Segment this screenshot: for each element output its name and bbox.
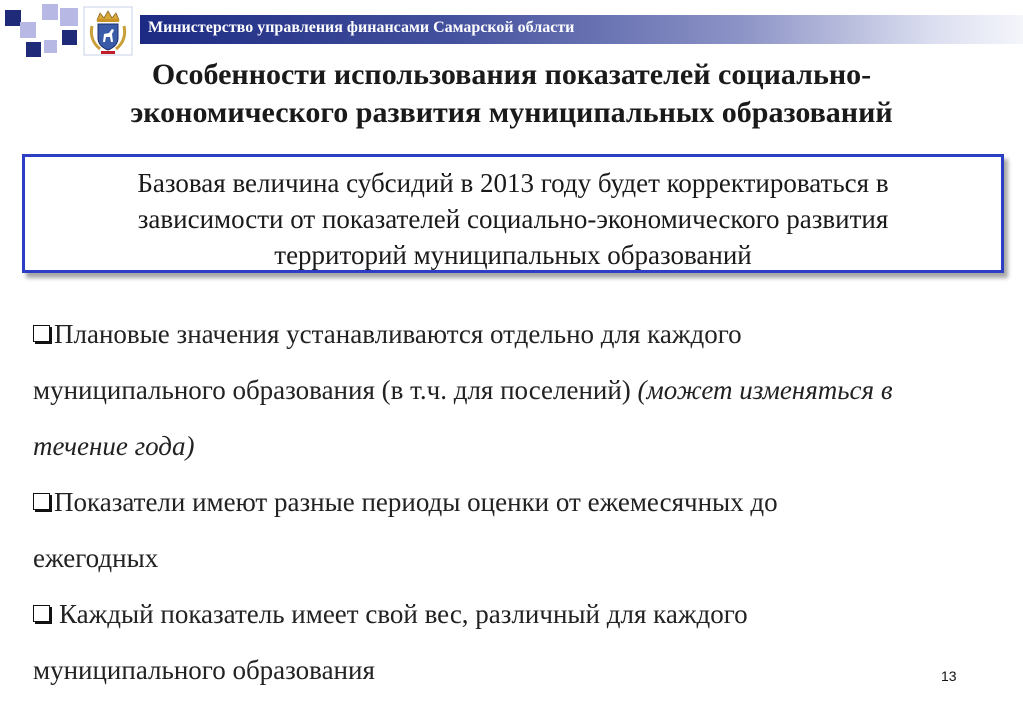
list-item — [33, 474, 1008, 586]
organization-name: Министерство управления финансами Самарской области — [148, 19, 575, 36]
checkbox-bullet-icon — [33, 605, 50, 622]
checkbox-bullet-icon — [33, 325, 50, 342]
decor-square — [26, 42, 41, 57]
bullet-text: Показатели имеют разные периоды оценки от ежемесячных до — [54, 487, 778, 517]
title-line: Особенности использования показателей социально- — [151, 58, 872, 91]
page-number: 13 — [941, 668, 957, 684]
checkbox-bullet-icon — [33, 493, 50, 510]
bullet-text: Каждый показатель имеет свой вес, различный для каждого — [59, 599, 748, 629]
highlight-box — [22, 154, 1004, 273]
decor-square — [60, 8, 78, 26]
bullet-line — [33, 362, 1008, 418]
bullet-line — [33, 474, 1008, 530]
list-item — [33, 306, 1008, 474]
decor-square — [62, 30, 77, 45]
bullet-italic-text: (может изменяться в — [637, 375, 893, 405]
title-line: экономического развития муниципальных образований — [130, 96, 893, 129]
bullet-text: муниципального образования — [33, 655, 375, 685]
decor-square — [20, 22, 36, 38]
bullet-text: муниципального образования (в т.ч. для поселений) — [33, 375, 638, 405]
decor-square — [44, 40, 57, 53]
bullet-list — [33, 306, 1008, 698]
decor-square — [42, 4, 58, 20]
bullet-line — [33, 306, 1008, 362]
bullet-text: Плановые значения устанавливаются отдельно для каждого — [54, 319, 742, 349]
highlight-text — [25, 165, 1001, 273]
bullet-text: ежегодных — [33, 543, 159, 573]
list-item — [33, 586, 1008, 698]
samara-region-coat-of-arms-icon — [83, 6, 133, 56]
decor-square — [5, 10, 21, 26]
highlight-line: зависимости от показателей социально-экономического развития — [137, 204, 889, 234]
highlight-line: территорий муниципальных образований — [274, 240, 752, 270]
bullet-italic-text: течение года) — [33, 431, 195, 461]
bullet-line — [33, 586, 1008, 642]
highlight-line: Базовая величина субсидий в 2013 году будет корректироваться в — [137, 168, 889, 198]
page-title — [0, 56, 1023, 132]
header-banner — [140, 15, 1023, 44]
